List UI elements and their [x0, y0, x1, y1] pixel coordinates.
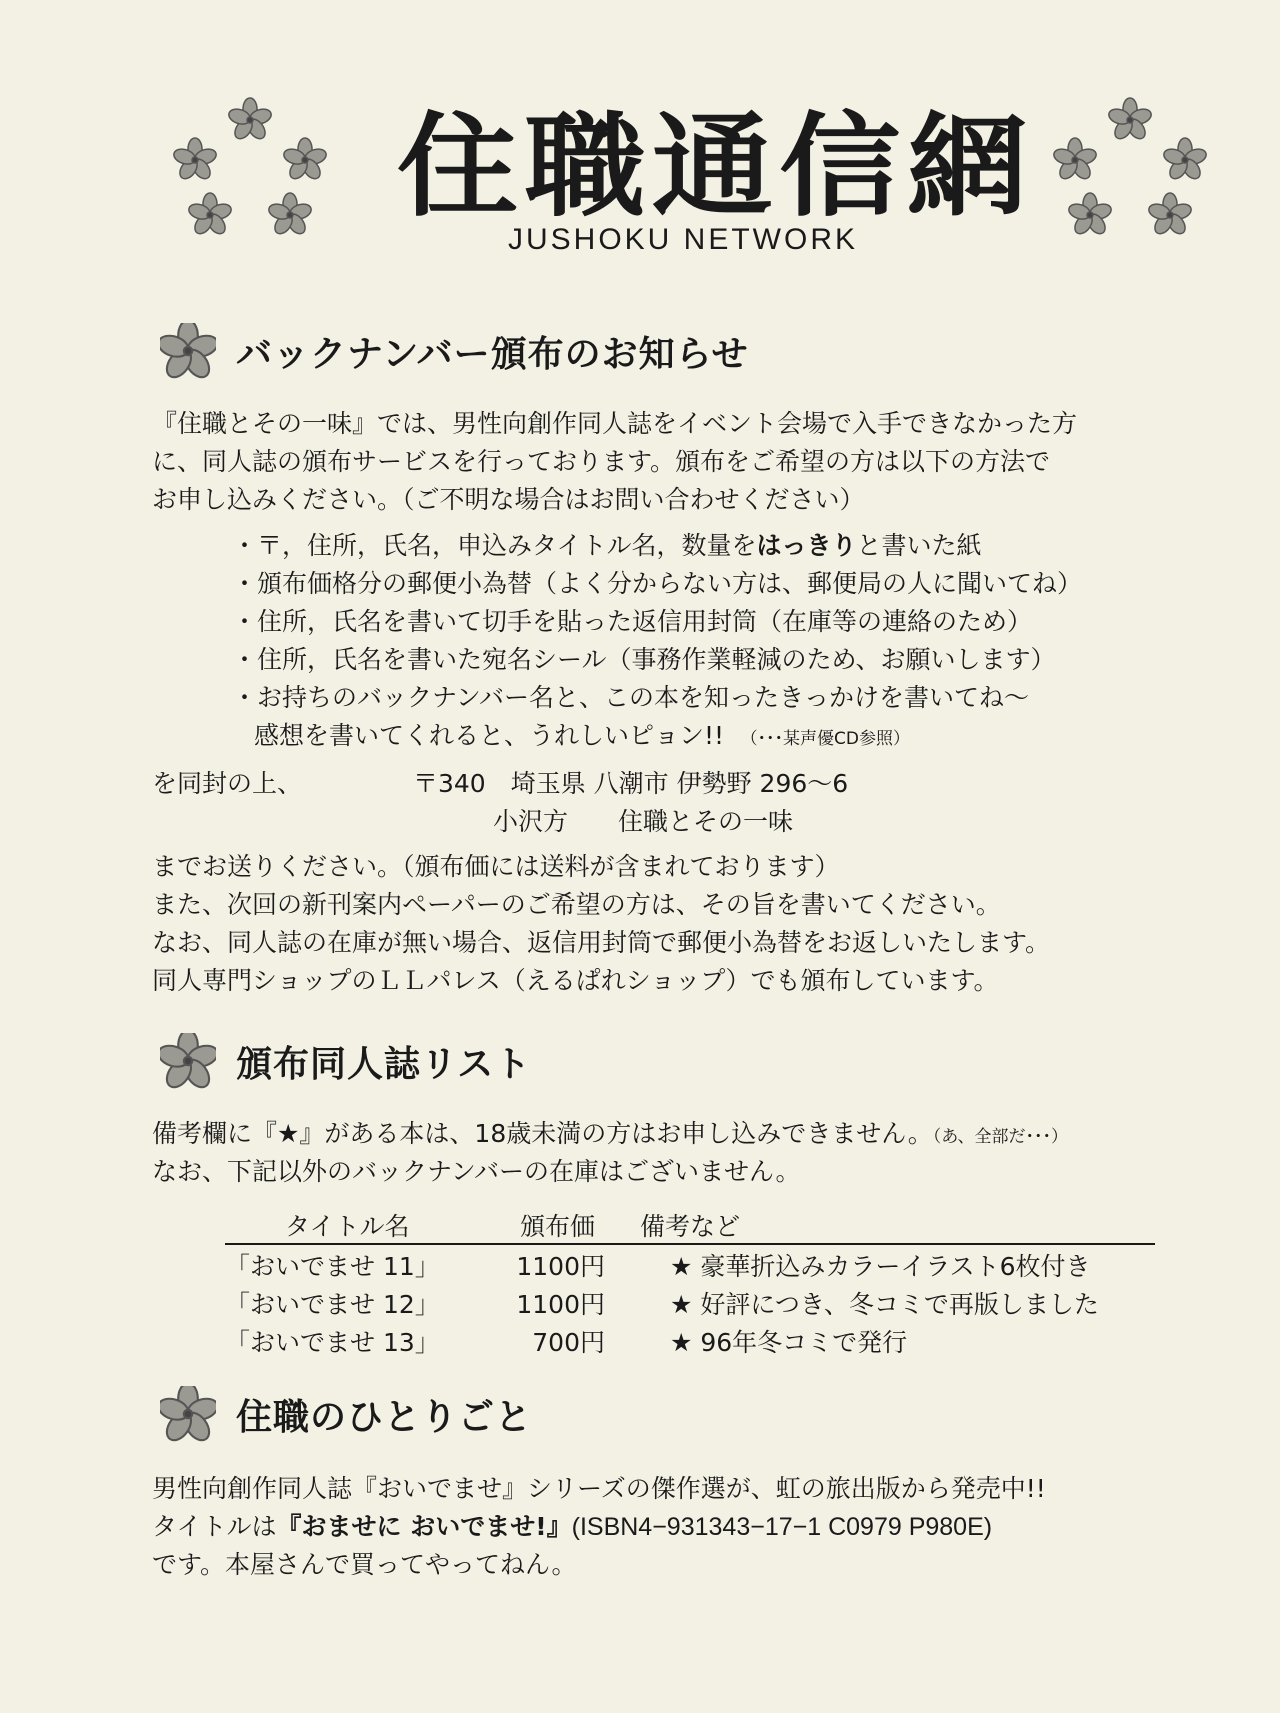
row-title: 「おいでませ 12」 [225, 1290, 440, 1319]
bullet-text: と書いた紙 [856, 531, 982, 560]
section-backnumber-heading [160, 323, 1160, 379]
row-price: 1100円 [516, 1252, 605, 1281]
section-backnumber-title: バックナンバー頒布のお知らせ [236, 333, 749, 375]
outro-line: までお送りください。（頒布価には送料が含まれております） [152, 852, 840, 881]
row-price: 1100円 [516, 1290, 605, 1319]
bullet-text: ・〒，住所，氏名，申込みタイトル名，数量を [232, 531, 757, 560]
flower-cluster-right-icon [1045, 95, 1215, 245]
row-note: ★ 豪華折込みカラーイラスト6枚付き [670, 1252, 1091, 1281]
bullet-item [232, 527, 1192, 565]
row-title: 「おいでませ 11」 [225, 1252, 440, 1281]
bullet-item: ・お持ちのバックナンバー名と、この本を知ったきっかけを書いてね～ [232, 683, 1030, 712]
section-monologue-title: 住職のひとりごと [236, 1396, 533, 1438]
blossom-icon [160, 1033, 216, 1089]
page-subtitle: JUSHOKU NETWORK [507, 223, 858, 256]
header [0, 95, 1280, 275]
section-list-title: 頒布同人誌リスト [236, 1043, 532, 1085]
note-aside: （あ、全部だ･･･） [932, 1127, 1069, 1147]
list-note: なお、下記以外のバックナンバーの在庫はございません。 [152, 1157, 801, 1186]
monologue-text: タイトルは [152, 1512, 277, 1541]
note-text: 備考欄に『★』がある本は、18歳未満の方はお申し込みできません。 [152, 1119, 933, 1148]
table-header [225, 1205, 1155, 1245]
column-header-title: タイトル名 [285, 1212, 410, 1241]
table-row [225, 1283, 1155, 1321]
column-header-note: 備考など [640, 1212, 741, 1241]
list-notes [152, 1115, 1212, 1191]
section-list-heading [160, 1033, 1160, 1089]
section-monologue-heading [160, 1386, 1160, 1442]
blossom-icon [160, 1386, 216, 1442]
intro-line: に、同人誌の頒布サービスを行っております。頒布をご希望の方は以下の方法で [152, 447, 1051, 476]
table-row [225, 1321, 1155, 1359]
bullet-note: （･･･某声優CD参照） [749, 729, 911, 749]
bullet-item: ・住所，氏名を書いて切手を貼った返信用封筒（在庫等の連絡のため） [232, 607, 1033, 636]
outro-line: なお、同人誌の在庫が無い場合、返信用封筒で郵便小為替をお返しいたします。 [152, 928, 1051, 957]
row-price: 700円 [532, 1328, 605, 1357]
monologue-line: 男性向創作同人誌『おいでませ』シリーズの傑作選が、虹の旅出版から発売中!! [152, 1474, 1046, 1503]
bullet-text: 感想を書いてくれると、うれしいピョン!! [254, 721, 725, 750]
monologue-line: です。本屋さんで買ってやってねん。 [152, 1550, 577, 1579]
backnumber-bullets [232, 527, 1192, 755]
bullet-item: ・頒布価格分の郵便小為替（よく分からない方は、郵便局の人に聞いてね） [232, 569, 1083, 598]
bullet-emphasis: はっきり [756, 531, 857, 560]
column-header-price: 頒布価 [520, 1212, 596, 1241]
address-line-2: 小沢方 住職とその一味 [493, 807, 794, 836]
book-title: 『おませに おいでませ!』 [276, 1512, 572, 1541]
intro-line: お申し込みください。（ご不明な場合はお問い合わせください） [152, 485, 865, 514]
address-line-1: 〒340 埼玉県 八潮市 伊勢野 296～6 [413, 769, 849, 798]
bullet-item: ・住所，氏名を書いた宛名シール（事務作業軽減のため、お願いします） [232, 645, 1056, 674]
backnumber-outro [152, 848, 1212, 1000]
monologue-body [152, 1470, 1212, 1584]
page-title: 住職通信網 [397, 102, 1035, 232]
row-title: 「おいでませ 13」 [225, 1328, 440, 1357]
blossom-icon [160, 323, 216, 379]
table-row [225, 1245, 1155, 1283]
row-note: ★ 96年冬コミで発行 [670, 1328, 908, 1357]
outro-line: また、次回の新刊案内ペーパーのご希望の方は、その旨を書いてください。 [152, 890, 1001, 919]
enclose-label: を同封の上、 [152, 769, 303, 798]
bullet-item [232, 717, 1192, 755]
list-note [152, 1115, 1212, 1153]
flower-cluster-left-icon [165, 95, 335, 245]
backnumber-intro [152, 405, 1212, 519]
isbn-text: (ISBN4−931343−17−1 C0979 P980E) [571, 1513, 993, 1541]
outro-line: 同人専門ショップのＬＬパレス（えるぱれショップ）でも頒布しています。 [152, 966, 999, 995]
intro-line: 『住職とその一味』では、男性向創作同人誌をイベント会場で入手できなかった方 [152, 409, 1078, 438]
backnumber-table [225, 1205, 1155, 1359]
monologue-line [152, 1508, 1212, 1546]
row-note: ★ 好評につき、冬コミで再版しました [670, 1290, 1099, 1319]
